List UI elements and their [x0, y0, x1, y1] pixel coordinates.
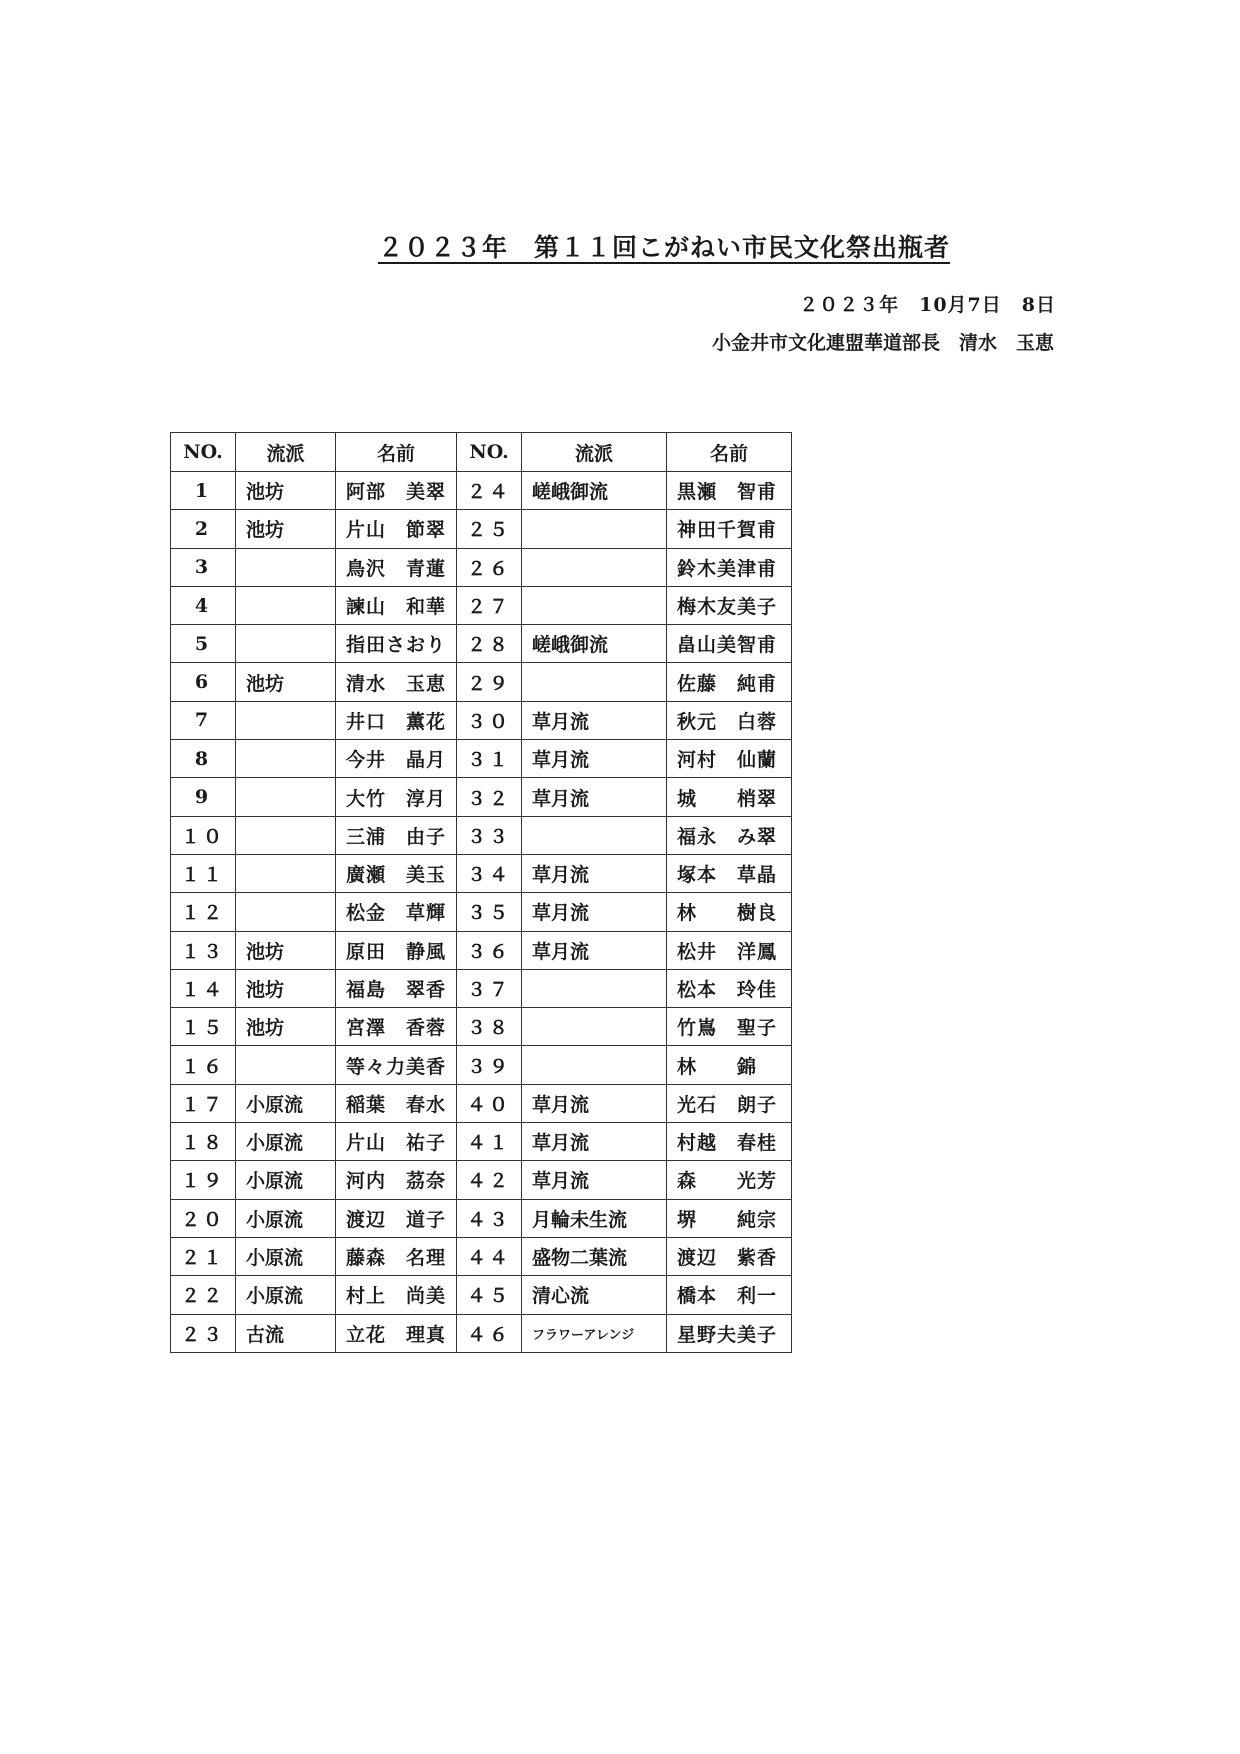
cell-no-2: ２６: [457, 548, 522, 586]
table-row: [171, 1314, 792, 1352]
cell-school: [236, 586, 336, 624]
cell-name: 原田 静風: [336, 931, 457, 969]
cell-school-2: 嵯峨御流: [522, 625, 667, 663]
table-row: [171, 548, 792, 586]
cell-school: [236, 548, 336, 586]
cell-school: 古流: [236, 1314, 336, 1352]
cell-name-2: 松井 洋鳳: [667, 931, 792, 969]
cell-no: 9: [171, 778, 236, 816]
cell-no: ２１: [171, 1237, 236, 1275]
cell-school-2: [522, 816, 667, 854]
cell-no-2: ２４: [457, 472, 522, 510]
table-row: [171, 893, 792, 931]
cell-no: 2: [171, 510, 236, 548]
cell-school: [236, 854, 336, 892]
cell-no: １０: [171, 816, 236, 854]
cell-school-2: [522, 1046, 667, 1084]
cell-school: 池坊: [236, 472, 336, 510]
column-header-name: 名前: [336, 433, 457, 472]
cell-name-2: 秋元 白蓉: [667, 701, 792, 739]
cell-no: 1: [171, 472, 236, 510]
cell-no: ２３: [171, 1314, 236, 1352]
cell-school-2: フラワーアレンジ: [522, 1314, 667, 1352]
cell-school-2: 草月流: [522, 701, 667, 739]
cell-no: １６: [171, 1046, 236, 1084]
cell-name: 村上 尚美: [336, 1276, 457, 1314]
cell-school: [236, 1046, 336, 1084]
cell-no-2: ３０: [457, 701, 522, 739]
table-row: [171, 740, 792, 778]
cell-name-2: 福永 み翠: [667, 816, 792, 854]
cell-no: １２: [171, 893, 236, 931]
cell-no: １７: [171, 1084, 236, 1122]
cell-school: [236, 816, 336, 854]
cell-name-2: 竹嶌 聖子: [667, 1008, 792, 1046]
cell-no: 7: [171, 701, 236, 739]
cell-name: 稲葉 春水: [336, 1084, 457, 1122]
cell-name: 鳥沢 青蓮: [336, 548, 457, 586]
cell-school-2: 盛物二葉流: [522, 1237, 667, 1275]
cell-no-2: ４０: [457, 1084, 522, 1122]
cell-school: 池坊: [236, 663, 336, 701]
cell-name-2: 城 梢翠: [667, 778, 792, 816]
cell-school-2: [522, 663, 667, 701]
author-line: 小金井市文化連盟華道部長 清水 玉恵: [711, 332, 1054, 354]
cell-name: 大竹 淳月: [336, 778, 457, 816]
cell-school-2: 草月流: [522, 1161, 667, 1199]
table-row: [171, 1123, 792, 1161]
cell-name: 今井 晶月: [336, 740, 457, 778]
cell-no-2: ３６: [457, 931, 522, 969]
table-row: [171, 778, 792, 816]
cell-name: 阿部 美翠: [336, 472, 457, 510]
cell-school: 小原流: [236, 1276, 336, 1314]
cell-no-2: ３８: [457, 1008, 522, 1046]
cell-name: 河内 茘奈: [336, 1161, 457, 1199]
event-date: ２０２３年 10月7日 8日: [799, 294, 1056, 316]
cell-no-2: ４２: [457, 1161, 522, 1199]
column-header-no-2: NO.: [457, 433, 522, 472]
cell-name-2: 鈴木美津甫: [667, 548, 792, 586]
cell-no: ２０: [171, 1199, 236, 1237]
cell-school: 小原流: [236, 1123, 336, 1161]
table-row: [171, 1084, 792, 1122]
table-row: [171, 625, 792, 663]
table-row: [171, 931, 792, 969]
cell-name-2: 梅木友美子: [667, 586, 792, 624]
cell-no-2: ３５: [457, 893, 522, 931]
cell-name-2: 黒瀬 智甫: [667, 472, 792, 510]
cell-name-2: 松本 玲佳: [667, 969, 792, 1007]
cell-school: [236, 778, 336, 816]
cell-no: １９: [171, 1161, 236, 1199]
cell-school: 小原流: [236, 1237, 336, 1275]
table-header-row: [171, 433, 792, 472]
cell-no-2: ４１: [457, 1123, 522, 1161]
cell-school-2: 草月流: [522, 778, 667, 816]
cell-no-2: ３４: [457, 854, 522, 892]
cell-name: 藤森 名理: [336, 1237, 457, 1275]
page-title: ２０２３年 第１１回こがねい市民文化祭出瓶者: [378, 233, 951, 262]
cell-name-2: 佐藤 純甫: [667, 663, 792, 701]
cell-no: 5: [171, 625, 236, 663]
cell-school: 小原流: [236, 1199, 336, 1237]
cell-school: 池坊: [236, 510, 336, 548]
cell-no: １１: [171, 854, 236, 892]
table-row: [171, 472, 792, 510]
cell-school-2: 清心流: [522, 1276, 667, 1314]
cell-school: 小原流: [236, 1084, 336, 1122]
table-body: [171, 472, 792, 1353]
cell-no-2: ３２: [457, 778, 522, 816]
exhibitor-table: [170, 432, 792, 1353]
column-header-school-2: 流派: [522, 433, 667, 472]
cell-name-2: 渡辺 紫香: [667, 1237, 792, 1275]
cell-school-2: 月輪未生流: [522, 1199, 667, 1237]
cell-school: [236, 701, 336, 739]
cell-school-2: [522, 1008, 667, 1046]
column-header-school: 流派: [236, 433, 336, 472]
cell-no-2: ３３: [457, 816, 522, 854]
table-row: [171, 701, 792, 739]
cell-no-2: ３７: [457, 969, 522, 1007]
cell-name-2: 村越 春桂: [667, 1123, 792, 1161]
cell-name: 等々力美香: [336, 1046, 457, 1084]
cell-school: 池坊: [236, 931, 336, 969]
cell-name: 三浦 由子: [336, 816, 457, 854]
cell-name-2: 堺 純宗: [667, 1199, 792, 1237]
table-row: [171, 1237, 792, 1275]
cell-school-2: 草月流: [522, 1123, 667, 1161]
cell-no: 3: [171, 548, 236, 586]
cell-no: １３: [171, 931, 236, 969]
cell-name: 片山 祐子: [336, 1123, 457, 1161]
cell-no-2: ３１: [457, 740, 522, 778]
table-row: [171, 510, 792, 548]
table-row: [171, 586, 792, 624]
cell-no: １８: [171, 1123, 236, 1161]
cell-school: [236, 893, 336, 931]
cell-name: 廣瀬 美玉: [336, 854, 457, 892]
cell-name-2: 林 樹良: [667, 893, 792, 931]
table-row: [171, 1046, 792, 1084]
cell-school-2: [522, 548, 667, 586]
cell-no: １５: [171, 1008, 236, 1046]
cell-name: 松金 草輝: [336, 893, 457, 931]
cell-name-2: 森 光芳: [667, 1161, 792, 1199]
cell-school: 池坊: [236, 969, 336, 1007]
table-row: [171, 816, 792, 854]
table-row: [171, 1276, 792, 1314]
column-header-no: NO.: [171, 433, 236, 472]
table-row: [171, 663, 792, 701]
cell-school: [236, 740, 336, 778]
column-header-name-2: 名前: [667, 433, 792, 472]
cell-no: 4: [171, 586, 236, 624]
cell-name-2: 河村 仙蘭: [667, 740, 792, 778]
cell-name: 諫山 和華: [336, 586, 457, 624]
cell-no: 6: [171, 663, 236, 701]
cell-no-2: ４５: [457, 1276, 522, 1314]
cell-no-2: ２５: [457, 510, 522, 548]
table-row: [171, 854, 792, 892]
cell-no-2: ３９: [457, 1046, 522, 1084]
cell-school-2: 草月流: [522, 1084, 667, 1122]
cell-no-2: ２７: [457, 586, 522, 624]
cell-school-2: 草月流: [522, 854, 667, 892]
cell-name-2: 神田千賀甫: [667, 510, 792, 548]
cell-no: 8: [171, 740, 236, 778]
table-row: [171, 1199, 792, 1237]
cell-no-2: ２８: [457, 625, 522, 663]
cell-school: [236, 625, 336, 663]
cell-no-2: ４６: [457, 1314, 522, 1352]
cell-school: 小原流: [236, 1161, 336, 1199]
cell-name: 清水 玉恵: [336, 663, 457, 701]
cell-school: 池坊: [236, 1008, 336, 1046]
table-row: [171, 1161, 792, 1199]
cell-name-2: 星野夫美子: [667, 1314, 792, 1352]
cell-name: 片山 節翠: [336, 510, 457, 548]
cell-school-2: 嵯峨御流: [522, 472, 667, 510]
cell-name: 宮澤 香蓉: [336, 1008, 457, 1046]
cell-name-2: 橋本 利一: [667, 1276, 792, 1314]
cell-no: ２２: [171, 1276, 236, 1314]
cell-school-2: 草月流: [522, 893, 667, 931]
cell-no-2: ４４: [457, 1237, 522, 1275]
cell-name-2: 塚本 草晶: [667, 854, 792, 892]
cell-school-2: 草月流: [522, 740, 667, 778]
cell-no-2: ２９: [457, 663, 522, 701]
cell-name-2: 光石 朗子: [667, 1084, 792, 1122]
cell-name-2: 畠山美智甫: [667, 625, 792, 663]
cell-school-2: [522, 586, 667, 624]
cell-name: 渡辺 道子: [336, 1199, 457, 1237]
cell-school-2: 草月流: [522, 931, 667, 969]
cell-no-2: ４３: [457, 1199, 522, 1237]
cell-no: １４: [171, 969, 236, 1007]
cell-name: 井口 薫花: [336, 701, 457, 739]
cell-name-2: 林 錦: [667, 1046, 792, 1084]
cell-name: 福島 翠香: [336, 969, 457, 1007]
table-row: [171, 969, 792, 1007]
cell-name: 立花 理真: [336, 1314, 457, 1352]
cell-school-2: [522, 510, 667, 548]
cell-school-2: [522, 969, 667, 1007]
cell-name: 指田さおり: [336, 625, 457, 663]
table-row: [171, 1008, 792, 1046]
